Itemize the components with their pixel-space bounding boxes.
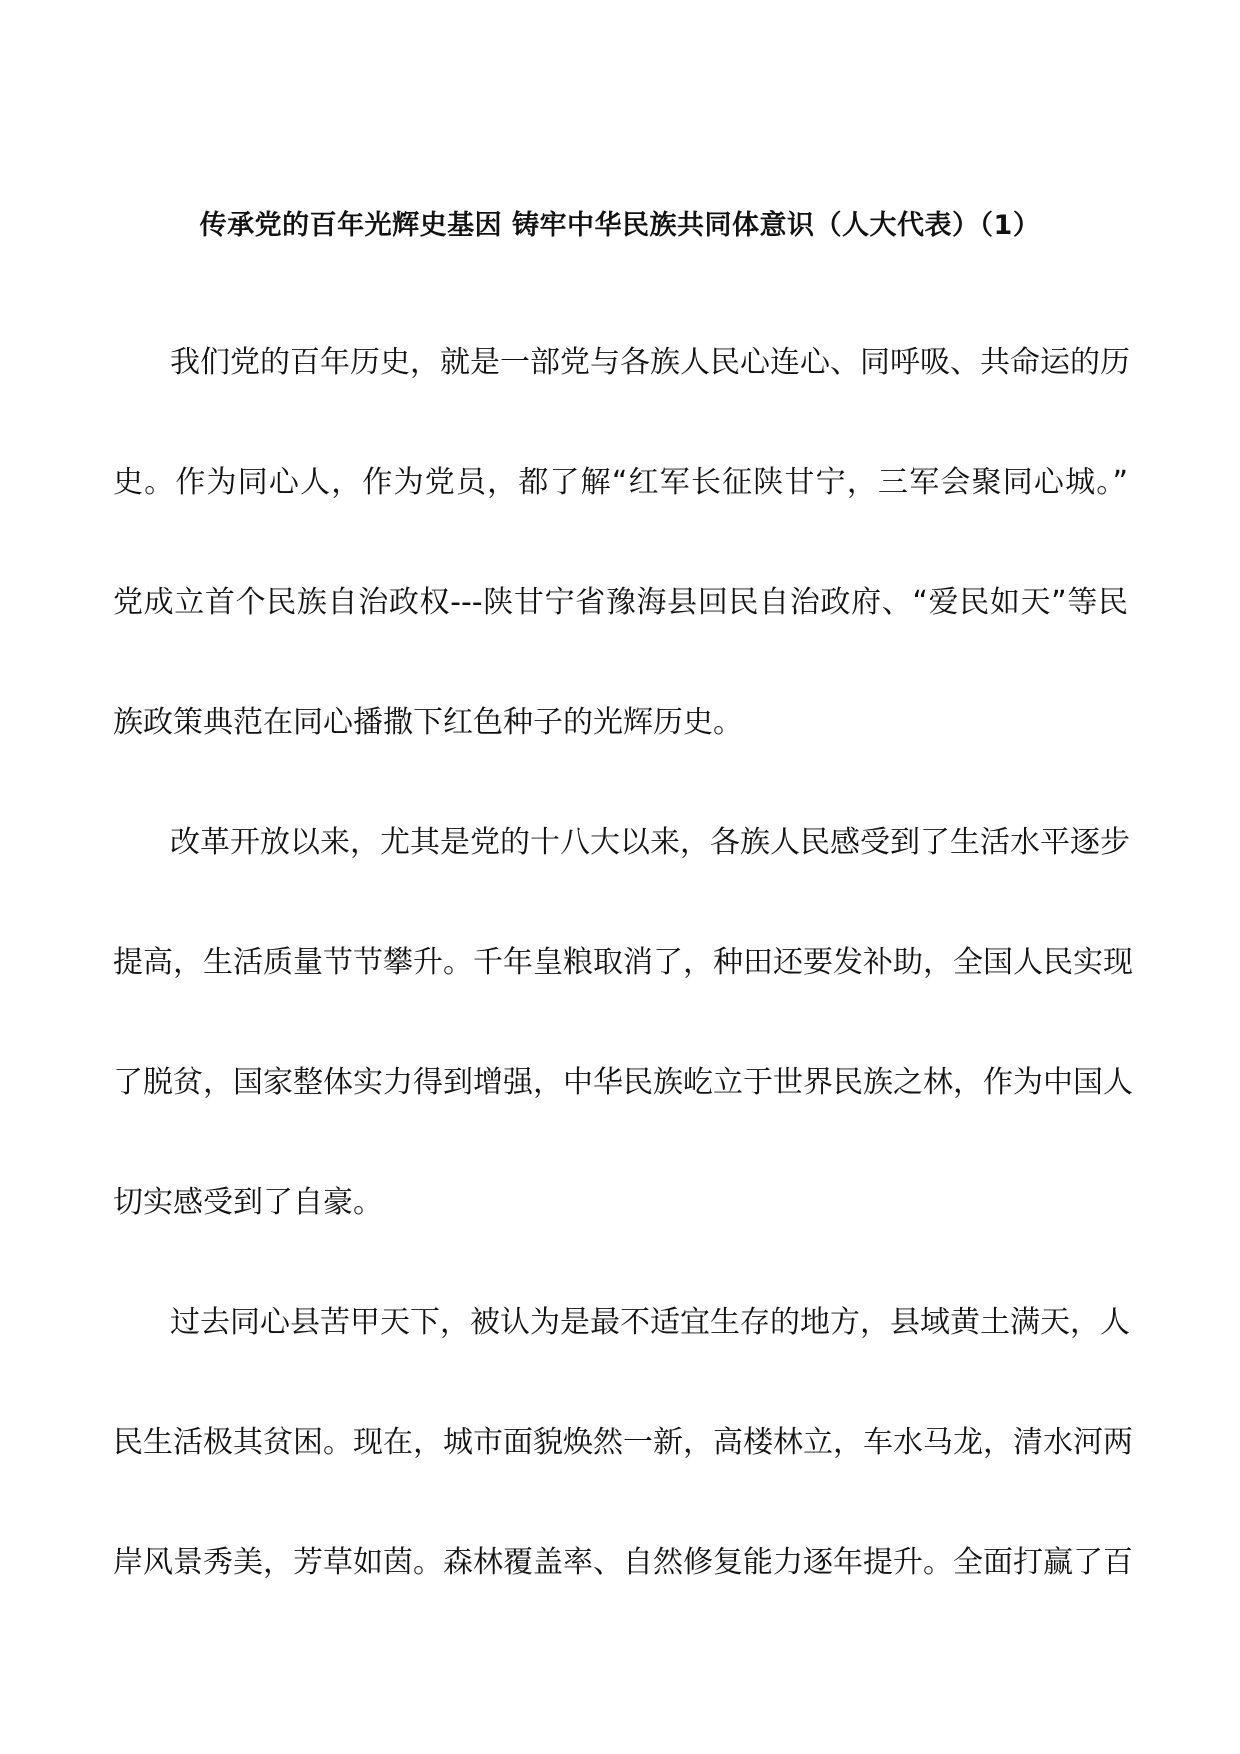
document-title: 传承党的百年光辉史基因 铸牢中华民族共同体意识（人大代表）（1） [199, 210, 1041, 241]
paragraph-1-line-2: 史。作为同心人，作为党员，都了解“红军长征陕甘宁，三军会聚同心城。” [113, 465, 1128, 500]
paragraph-3-line-2: 民生活极其贫困。现在，城市面貌焕然一新，高楼林立，车水马龙，清水河两 [113, 1425, 1133, 1460]
paragraph-1-line-4: 族政策典范在同心播撒下红色种子的光辉历史。 [113, 705, 743, 740]
paragraph-1-line-1: 我们党的百年历史，就是一部党与各族人民心连心、同呼吸、共命运的历 [170, 345, 1130, 380]
paragraph-2-line-4: 切实感受到了自豪。 [113, 1185, 383, 1220]
paragraph-2-line-2: 提高，生活质量节节攀升。千年皇粮取消了，种田还要发补助，全国人民实现 [113, 945, 1133, 980]
paragraph-1-line-3: 党成立首个民族自治政权---陕甘宁省豫海县回民自治政府、“爱民如天”等民 [113, 585, 1128, 620]
paragraph-3-line-1: 过去同心县苦甲天下，被认为是最不适宜生存的地方，县域黄土满天，人 [170, 1305, 1130, 1340]
paragraph-3-line-3: 岸风景秀美，芳草如茵。森林覆盖率、自然修复能力逐年提升。全面打赢了百 [113, 1545, 1133, 1580]
paragraph-2-line-3: 了脱贫，国家整体实力得到增强，中华民族屹立于世界民族之林，作为中国人 [113, 1065, 1133, 1100]
paragraph-2-line-1: 改革开放以来，尤其是党的十八大以来，各族人民感受到了生活水平逐步 [170, 825, 1130, 860]
